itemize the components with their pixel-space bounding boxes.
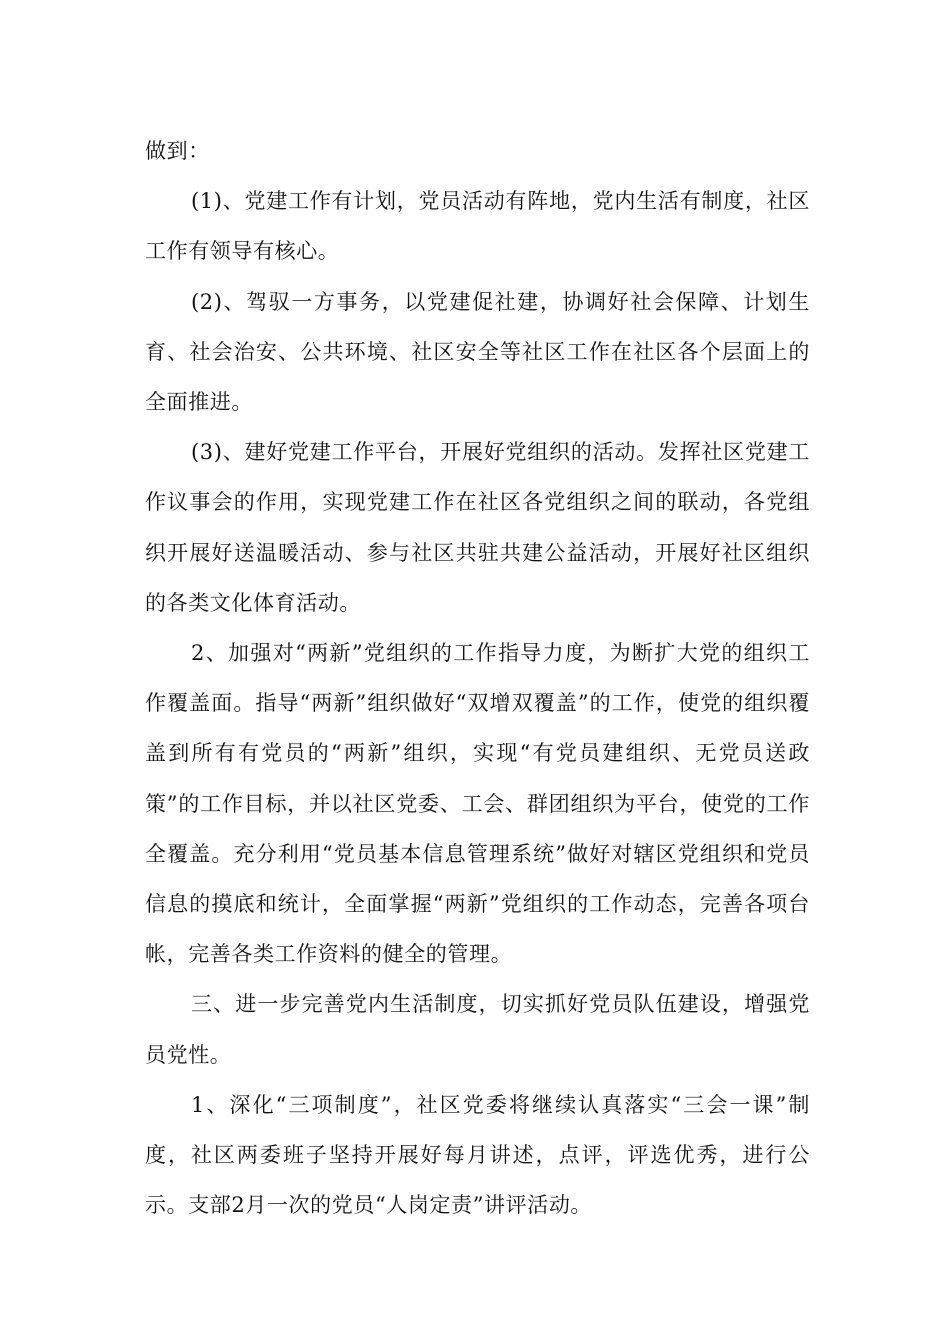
document-body [145, 126, 810, 1230]
paragraph-item-2: (2)、驾驭一方事务，以党建促社建，协调好社会保障、计划生育、社会治安、公共环境、社区安全等社区工作在社区各个层面上的全面推进。 [145, 289, 810, 415]
paragraph-section-2: 2、加强对“两新”党组织的工作指导力度，为断扩大党的组织工作覆盖面。指导“两新”组织做好“双增双覆盖”的工作，使党的组织覆盖到所有有党员的“两新”组织，实现“有党员建组织、无党员送政策”的工作目标，并以社区党委、工会、群团组织为平台，使党的工作全覆盖。充分利用“党员基本信息管理系统”做好对辖区党组织和党员信息的摸底和统计，全面掌握“两新”党组织的工作动态，完善各项台帐，完善各类工作资料的健全的管理。 [145, 641, 810, 967]
paragraph-continuation: 做到： [145, 139, 210, 163]
paragraph-item-3: (3)、建好党建工作平台，开展好党组织的活动。发挥社区党建工作议事会的作用，实现党建工作在社区各党组织之间的联动，各党组织开展好送温暖活动、参与社区共驻共建公益活动，开展好社区组织的各类文化体育活动。 [145, 440, 810, 615]
paragraph-item-1: (1)、党建工作有计划，党员活动有阵地，党内生活有制度，社区工作有领导有核心。 [145, 189, 810, 264]
paragraph-heading-3: 三、进一步完善党内生活制度，切实抓好党员队伍建设，增强党员党性。 [145, 992, 810, 1067]
paragraph-section-3-1: 1、深化“三项制度”，社区党委将继续认真落实“三会一课”制度，社区两委班子坚持开展好每月讲述，点评，评选优秀，进行公示。支部2月一次的党员“人岗定责”讲评活动。 [145, 1092, 810, 1218]
